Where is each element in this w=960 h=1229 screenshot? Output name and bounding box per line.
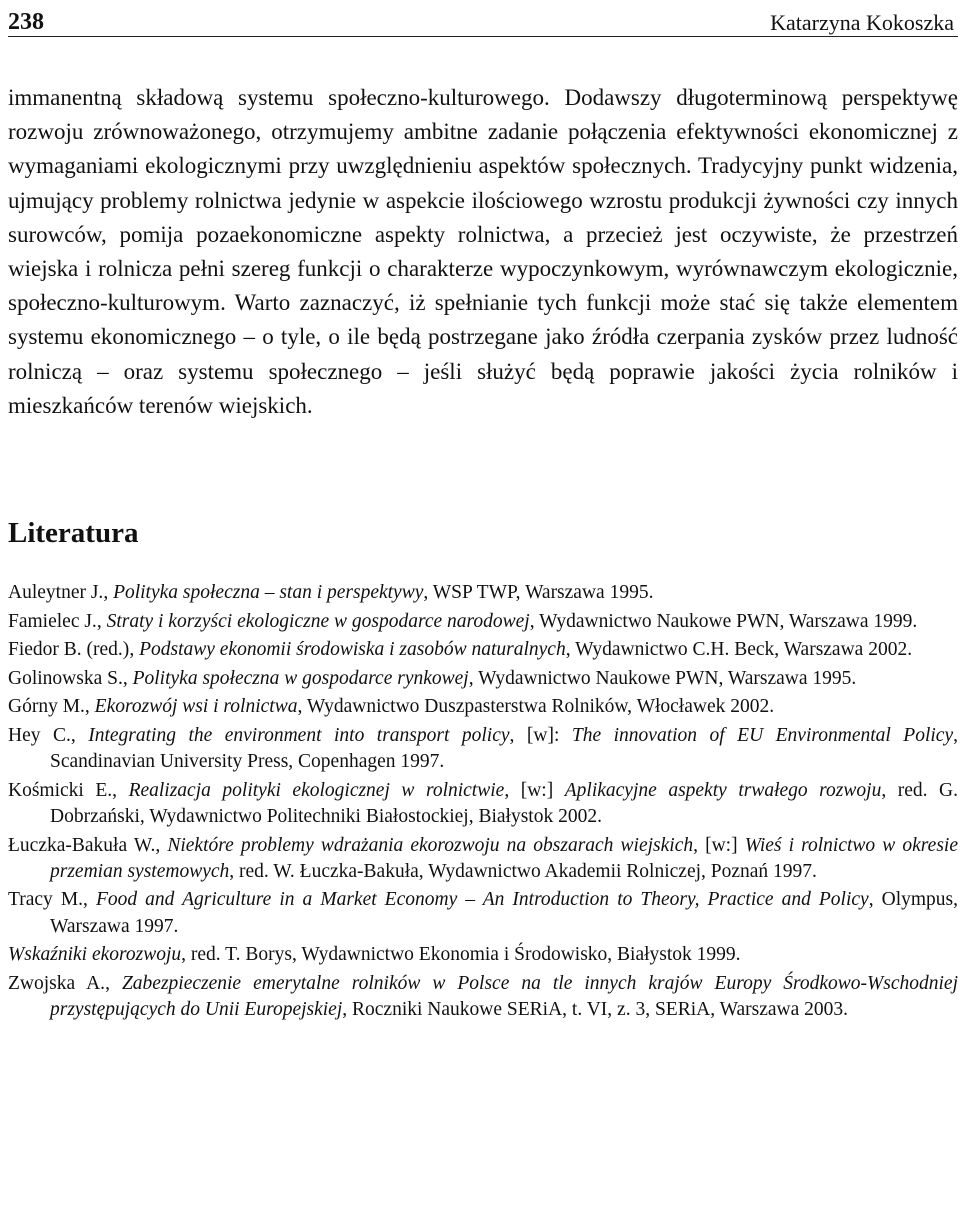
bibliography-entry-title-italic: Wieś i rolnictwo w okresie przemian systemowych (50, 834, 958, 882)
body-paragraph: immanentną składową systemu społeczno-kulturowego. Dodawszy długoterminową perspektywę rozwoju zrównoważonego, otrzymujemy ambitne zadanie połączenia efektywności ekonomicznej z wymaganiami ekologicznymi przy uwzględnieniu aspektów społecznych. Tradycyjny punkt widzenia, ujmujący problemy rolnictwa jedynie w aspekcie ilościowego wzrostu produkcji żywności czy innych surowców, pomija pozaekonomiczne aspekty rolnictwa, a przecież jest oczywiste, że przestrzeń wiejska i rolnicza pełni szereg funkcji o charakterze wypoczynkowym, wyrównawczym ekologicznie, społeczno-kulturowym. Warto zaznaczyć, iż spełnianie tych funkcji może stać się także elementem systemu ekonomicznego – o tyle, o ile będą postrzegane jako źródła czerpania zysków przez ludność rolniczą – oraz systemu społecznego – jeśli służyć będą poprawie jakości życia rolników i mieszkańców terenów wiejskich. (8, 85, 958, 418)
bibliography-entry-title-italic: Wskaźniki ekorozwoju (8, 944, 182, 966)
bibliography-entry (8, 833, 958, 885)
bibliography-entry-title-italic: Straty i korzyści ekologiczne w gospodarce narodowej (106, 610, 530, 632)
bibliography-entry-p: , Roczniki Naukowe SERiA, t. VI, z. 3, SERiA, Warszawa 2003. (342, 998, 848, 1020)
bibliography-entry-p: , (70, 725, 89, 746)
bibliography-entry-p: , red. W. Łuczka-Bakuła, Wydawnictwo Akademii Rolniczej, Poznań 1997. (229, 860, 817, 882)
bibliography-entry-p: , [w:] (504, 779, 565, 801)
bibliography-entry (8, 887, 958, 939)
bibliography-entry-p: , (84, 696, 95, 718)
bibliography-entry (8, 609, 958, 635)
bibliography-entry-p: , [w:] (693, 834, 745, 856)
bibliography-entry-p: , (105, 972, 122, 994)
bibliography-entry (8, 666, 958, 692)
bibliography-entry-author: Górny M. (8, 696, 85, 718)
bibliography-entry-p: , (96, 610, 107, 632)
bibliography-entry-p: , WSP TWP, Warszawa 1995. (423, 582, 654, 604)
bibliography-entry-author: Golinowska S. (8, 667, 123, 689)
bibliography-entry (8, 971, 958, 1023)
bibliography-entry (8, 723, 958, 775)
bibliography-entry-p: , Wydawnictwo Naukowe PWN, Warszawa 1999. (529, 610, 918, 632)
bibliography-entry-title-italic: Integrating the environment into transport policy (88, 725, 510, 746)
bibliography-entry-title-italic: Aplikacyjne aspekty trwałego rozwoju (564, 779, 882, 801)
bibliography-entry-author: Auleytner J. (8, 582, 104, 604)
bibliography-entry-title-italic: Polityka społeczna w gospodarce rynkowej (132, 667, 469, 689)
section-title-literatura: Literatura (8, 517, 139, 550)
bibliography-entry-author: Tracy M. (8, 889, 84, 911)
bibliography-entry-p: , (122, 667, 133, 689)
bibliography-entry-p: , (129, 639, 140, 661)
bibliography-entry-p: , Wydawnictwo C.H. Beck, Warszawa 2002. (565, 639, 913, 661)
bibliography-entry-title-italic: Ekorozwój wsi i rolnictwa (94, 696, 298, 718)
bibliography-entry-p: , Scandinavian University Press, Copenhagen 1997. (50, 725, 958, 773)
bibliography-entry (8, 778, 958, 830)
running-head: Katarzyna Kokoszka (770, 10, 954, 35)
bibliography-entry-title-italic: Podstawy ekonomii środowiska i zasobów naturalnych (139, 639, 566, 661)
bibliography-entry-author: Famielec J. (8, 610, 97, 632)
bibliography-entry-p: , (155, 834, 168, 856)
bibliography-entry-title-italic: Niektóre problemy wdrażania ekorozwoju na obszarach wiejskich (167, 834, 694, 856)
bibliography-entry (8, 694, 958, 720)
bibliography-entry-p: , Wydawnictwo Duszpasterstwa Rolników, Włocławek 2002. (297, 696, 775, 718)
bibliography-entry-title-italic: Realizacja polityki ekologicznej w rolnictwie (128, 779, 505, 801)
bibliography-entry-p: , (103, 582, 114, 604)
page-header (8, 0, 958, 37)
bibliography-entry-p: , red. G. Dobrzański, Wydawnictwo Politechniki Białostockiej, Białystok 2002. (50, 779, 958, 827)
bibliography-entry-title-italic: The innovation of EU Environmental Policy (571, 725, 954, 746)
bibliography-entry (8, 580, 958, 606)
bibliography-entry-p: , [w]: (509, 725, 572, 746)
bibliography-entry (8, 637, 958, 663)
page-number: 238 (8, 9, 44, 35)
bibliography-entry-p: , (83, 889, 96, 911)
bibliography-list (8, 580, 958, 1023)
bibliography-entry-p: , Olympus, Warszawa 1997. (50, 889, 958, 937)
bibliography-entry-title-italic: Polityka społeczna – stan i perspektywy (113, 582, 424, 604)
bibliography-entry-author: Kośmicki E. (8, 779, 113, 801)
bibliography-entry-author: Fiedor B. (red.) (8, 639, 130, 661)
bibliography-entry-p: , Wydawnictwo Naukowe PWN, Warszawa 1995. (468, 667, 857, 689)
bibliography-entry-p: , (112, 779, 129, 801)
bibliography-entry-author: Łuczka-Bakuła W. (8, 834, 156, 856)
bibliography-entry-author: Hey C. (8, 725, 71, 746)
bibliography-entry-title-italic: Food and Agriculture in a Market Economy – An Introduction to Theory, Practice and Policy (95, 889, 869, 911)
bibliography-entry-p: , red. T. Borys, Wydawnictwo Ekonomia i Środowisko, Białystok 1999. (181, 944, 741, 966)
bibliography-entry-author: Zwojska A. (8, 972, 106, 994)
bibliography-entry-title-italic: Zabezpieczenie emerytalne rolników w Polsce na tle innych krajów Europy Środkowo-Wschodniej przystępujących do Unii Europejskiej (50, 972, 959, 1020)
bibliography-entry (8, 942, 958, 968)
body-text (8, 81, 958, 423)
